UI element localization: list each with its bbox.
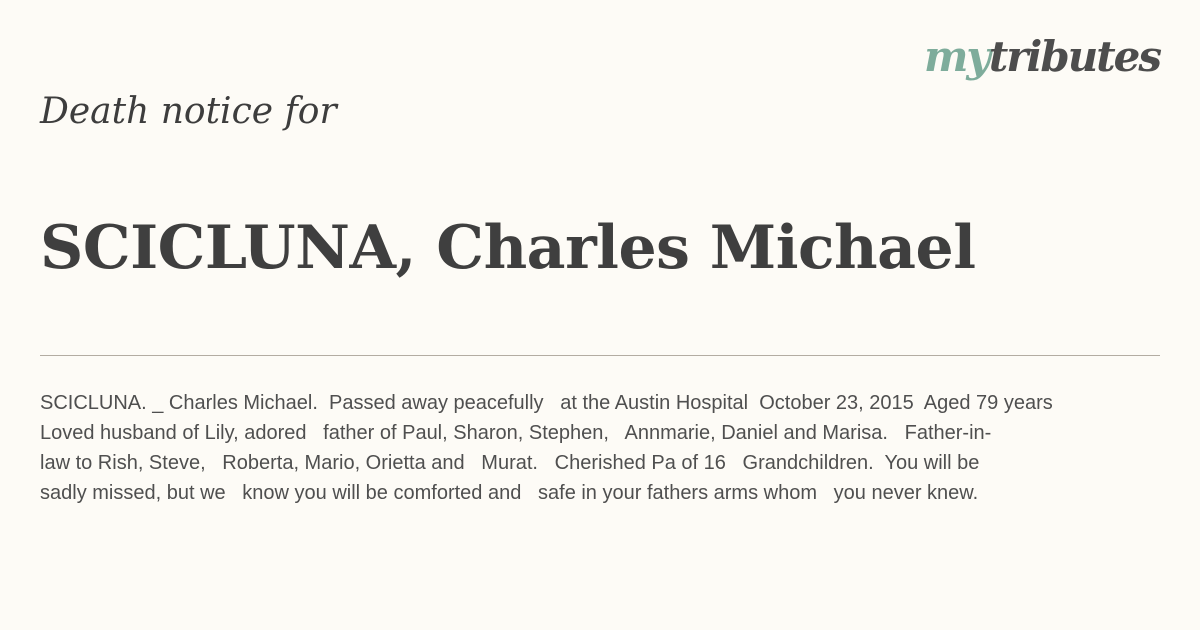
notice-kicker: Death notice for (40, 91, 337, 132)
notice-line: law to Rish, Steve, Roberta, Mario, Orietta and Murat. Cherished Pa of 16 Grandchildren. You will be (40, 452, 980, 474)
notice-line: sadly missed, but we know you will be comforted and safe in your fathers arms whom you never knew. (40, 482, 979, 504)
logo-text-tributes: tributes (988, 32, 1160, 81)
notice-body (40, 388, 1140, 508)
deceased-name: SCICLUNA, Charles Michael (40, 213, 976, 283)
section-divider (40, 355, 1160, 356)
notice-line: SCICLUNA. _ Charles Michael. Passed away peacefully at the Austin Hospital October 23, 2015 Aged 79 years (40, 392, 1053, 414)
notice-line: Loved husband of Lily, adored father of Paul, Sharon, Stephen, Annmarie, Daniel and Marisa. Father-in- (40, 422, 992, 444)
logo-text-my: my (923, 32, 989, 81)
mytributes-logo[interactable] (924, 30, 1160, 85)
